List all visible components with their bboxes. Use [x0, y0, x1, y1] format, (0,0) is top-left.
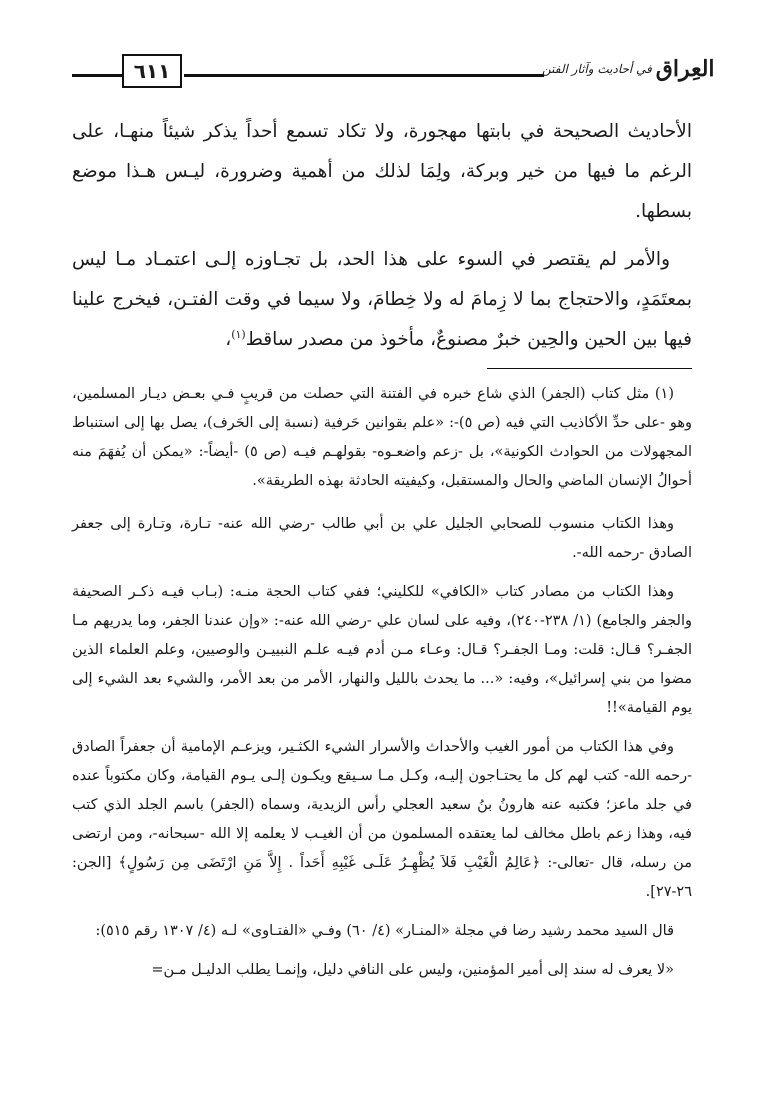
- running-title-sub: في أحاديث وآثار الفتن: [542, 62, 652, 76]
- header-rule-middle: [184, 74, 544, 77]
- footnote-paragraph-4: وفي هذا الكتاب من أمور الغيب والأحداث والأسرار الشيء الكثـير، ويزعـم الإمامية أن جعفراً الصادق -رحمه الله- كتب لهم كل ما يحتـاجون إليـه، وكـل مـا سـيقع ويكـون إلـى يـوم القيامة، وكان مكتوباً عنده في جلد ماعز؛ فكتبه عنه هارونُ بنُ سعيد العجلي رأس الزيدية، وسماه (الجفر) باسم الجلد الذي كتب فيه، وهذا زعم باطل مخالف لما يعتقده المسلمون من أن الغيـب لا يعلمه إلا الله -سبحانه-، ومن ارتضى من رسله، قال -تعالى-: ﴿عَالِمُ الْغَيْبِ فَلاَ يُظْهِـرُ عَلَـى غَيْبِهِ أَحَداً . إِلاَّ مَنِ ارْتَضَى مِن رَسُولٍ﴾ [الجن: ٢٦-٢٧].: [72, 739, 692, 900]
- footnotes: [72, 380, 692, 985]
- footnote-1: (١) مثل كتاب (الجفر) الذي شاع خبره في الفتنة التي حصلت من قريبٍ فـي بعـض ديـار المسلمين، وهو -على حدِّ الأكاذيب التي فيه (ص ٥)-: «علم بقوانين حَرفية (نسبة إلى الحَرف)، يصل بها إلى استنباط المجهولات من الحوادث الكونية»، بل -زعم واضعـوه- بقولهـم فيـه (ص ٥) -أيضاً-: «يمكن أن يُفهَمَ منه أحوالُ الإنسان الماضي والحال والمستقبل، وكيفيته الحادثة بهذه الطريقة».: [72, 386, 693, 489]
- page-header: [72, 52, 715, 90]
- main-paragraph-2: [72, 240, 692, 360]
- header-rule-left: [72, 74, 122, 77]
- footnote-paragraph-5: قال السيد محمد رشيد رضا في مجلة «المنـار» (٤/ ٦٠) وفـي «الفتـاوى» لـه (٤/ ١٣٠٧ رقم ٥١٥):: [95, 923, 674, 939]
- running-title: [542, 52, 715, 86]
- running-title-main: العِراق: [655, 56, 715, 82]
- footnote-paragraph-2: وهذا الكتاب منسوب للصحابي الجليل علي بن أبي طالب -رضي الله عنه- تـارة، وتـارة إلى جعفر الصادق -رحمه الله-.: [72, 516, 692, 561]
- main-text: [72, 112, 692, 360]
- main-paragraph-2-end: ،: [225, 329, 232, 350]
- main-paragraph-2-text: والأمر لم يقتصر في السوء على هذا الحد، بل تجـاوزه إلـى اعتمـاد مـا ليس بمعتَمَدٍ، والاحتجاج بما لا زِمامَ له ولا خِطامَ، ولا سيما في وقت الفتـن، فيخرج علينا فيها بين الحين والحِين خبرٌ مصنوعٌ، مأخوذ من مصدر ساقط: [72, 249, 692, 350]
- page-number: ٦١١: [133, 59, 171, 83]
- footnote-paragraph-6: «لا يعرف له سند إلى أمير المؤمنين، وليس على النافي دليل، وإنمـا يطلب الدليـل مـن=: [151, 962, 674, 978]
- footnote-separator: [487, 368, 692, 369]
- main-paragraph-1: الأحاديث الصحيحة في بابتها مهجورة، ولا تكاد تسمع أحداً يذكر شيئاً منهـا، على الرغم ما فيها من خير وبركة، ولِمَا لذلك من أهمية وضرورة، ليـس هـذا موضع بسطها.: [72, 121, 692, 222]
- footnote-paragraph-3: وهذا الكتاب من مصادر كتاب «الكافي» للكليني؛ ففي كتاب الحجة منـه: (بـاب فيـه ذكـر الصحيفة والجفر والجامع) (١/ ٢٣٨-٢٤٠)، وفيه على لسان علي -رضي الله عنه-: «وإن عندنا الجفر، وما يدريهم مـا الجفـر؟ قـال: قلت: ومـا الجفـر؟ قـال: وعـاء مـن أدم فيـه علـم النبييـن والوصيين، وعلم العلماء الذين مضوا من بني إسرائيل»، وفيه: «... ما يحدث بالليل والنهار، الأمر من بعد الأمر، والشيء بعد الشيء إلى يوم القيامة»!!: [72, 584, 693, 716]
- footnote-reference: (١): [231, 327, 246, 341]
- page-number-box: [122, 54, 182, 88]
